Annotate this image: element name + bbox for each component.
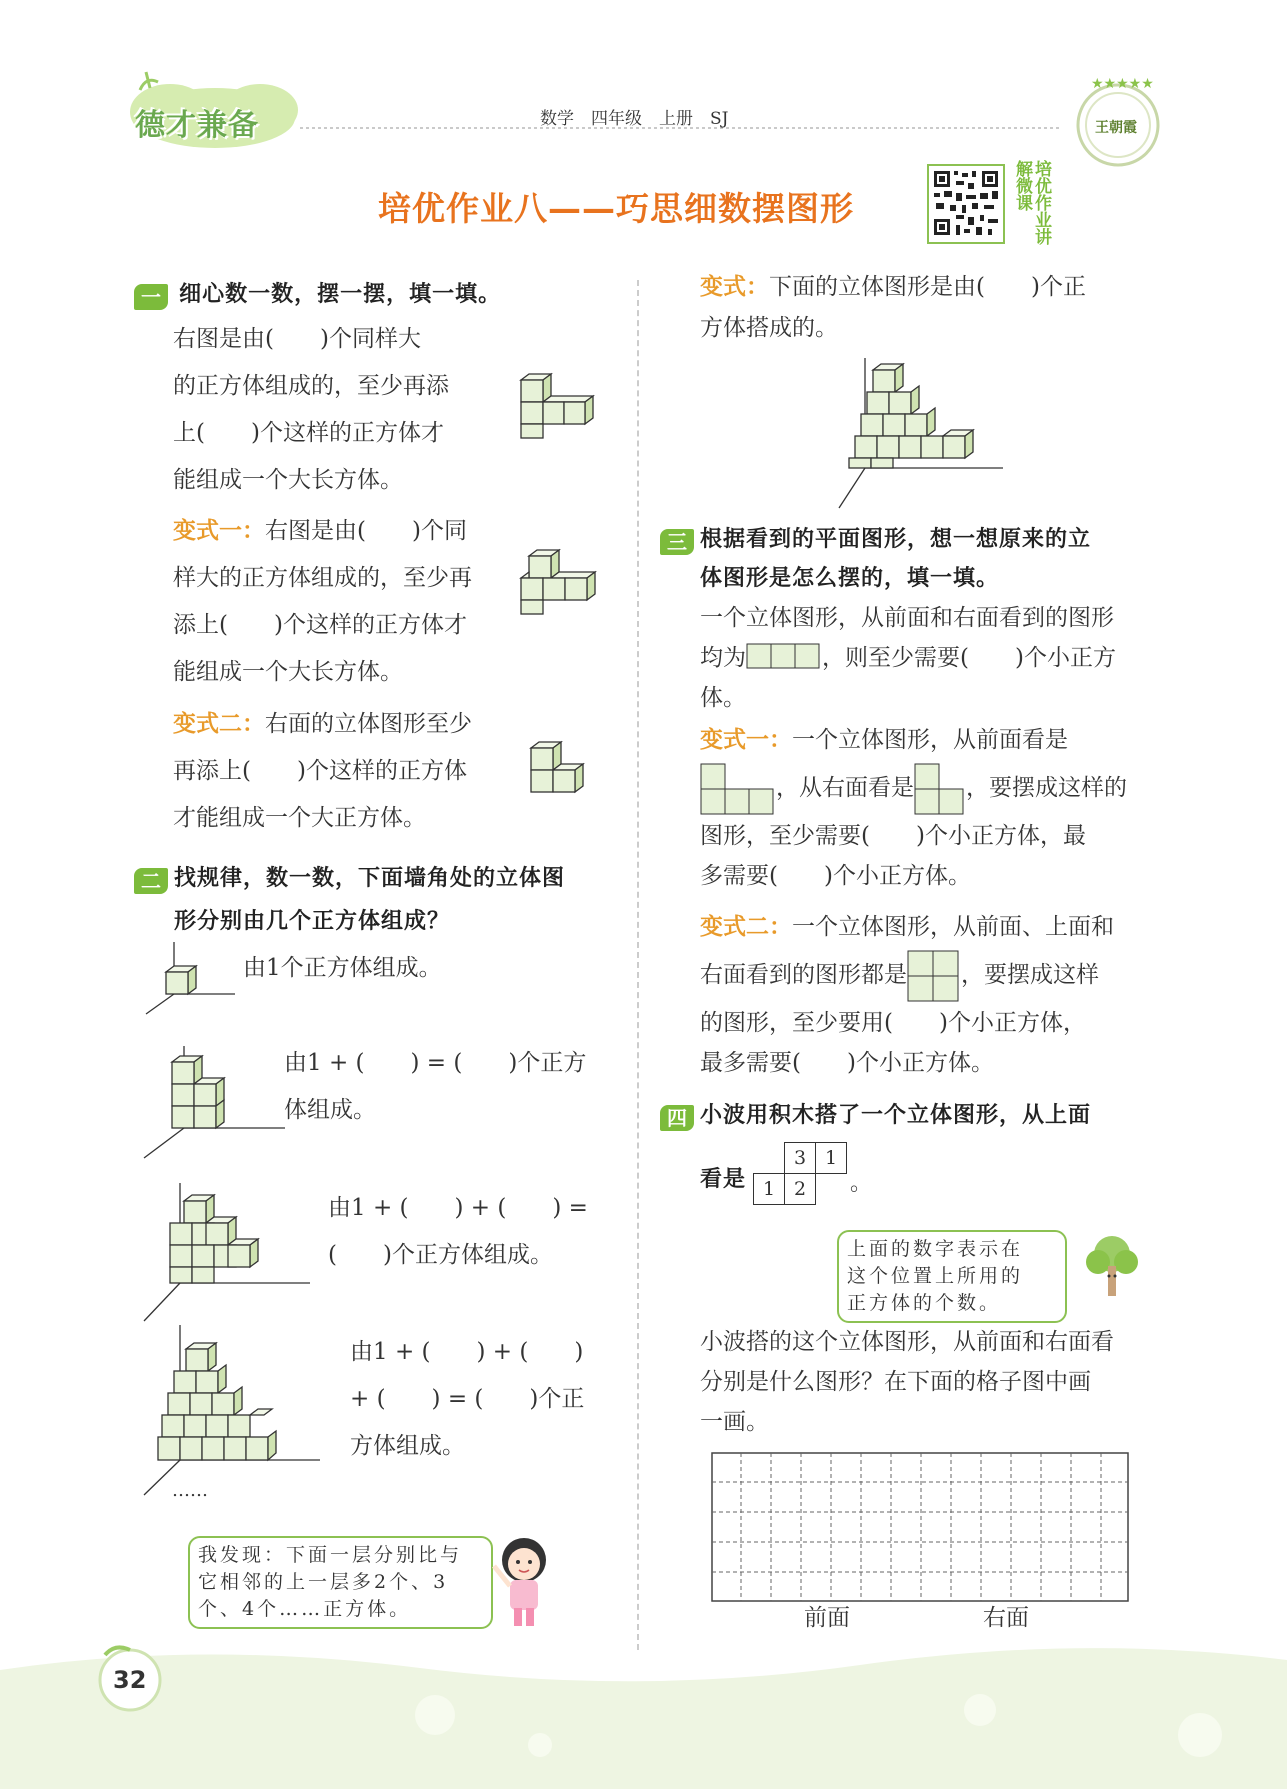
two-by-two-view xyxy=(907,950,961,1002)
staircase-figure xyxy=(835,358,1005,510)
section2-ellipsis: …… xyxy=(172,1480,208,1501)
brand-text: 德才兼备 xyxy=(135,108,259,143)
top-view-cell: 2 xyxy=(784,1173,816,1205)
section4-heading: 四 小波用积木搭了一个立体图形，从上面 xyxy=(660,1098,1150,1135)
svg-text:★★★★★: ★★★★★ xyxy=(1091,76,1154,92)
section1-variant2: 变式二：右面的立体图形至少 再添上( )个这样的正方体 才能组成一个大正方体。 xyxy=(173,711,472,831)
section2-item1: 由1个正方体组成。 xyxy=(243,955,442,981)
footer-wave xyxy=(0,1640,1287,1789)
section2-item2: 由1 + ( ) = ( )个正方 体组成。 xyxy=(284,1050,587,1123)
section2-heading: 二 找规律，数一数，下面墙角处的立体图 形分别由几个正方体组成？ xyxy=(134,855,614,940)
corner-figure-1 xyxy=(140,942,240,1017)
corner-figure-3 xyxy=(140,1183,315,1323)
corner-figure-4 xyxy=(140,1325,325,1497)
header-decoration xyxy=(0,0,1287,170)
section1-heading: 一 细心数一数，摆一摆，填一填。 xyxy=(134,277,501,310)
section2-item4: 由1 + ( ) + ( ) + ( ) = ( )个正 方体组成。 xyxy=(350,1339,585,1459)
column-divider xyxy=(637,280,639,1650)
drawing-grid[interactable] xyxy=(711,1452,1131,1602)
right-variant: 变式：下面的立体图形是由( )个正 方体搭成的。 xyxy=(700,274,1086,341)
three-square-view xyxy=(746,643,822,669)
cube-figure-2 xyxy=(515,548,610,618)
tree-illustration xyxy=(1080,1232,1142,1304)
section3-variant1: 变式一：一个立体图形，从前面看是 ，从右面看是 ，要摆成这样的 图形，至少需要( )个小正方体，最 多需要( )个小正方体。 xyxy=(700,727,1127,889)
right-view-l-shape xyxy=(914,763,966,815)
section1-q1: 右图是由( )个同样大 的正方体组成的，至少再添 上( )个这样的正方体才 能组成一个大长方体。 xyxy=(173,326,449,493)
top-view-cell: 1 xyxy=(815,1142,847,1174)
logo-text: 王朝霞 xyxy=(1095,120,1137,136)
section3-variant2: 变式二：一个立体图形，从前面、上面和 右面看到的图形都是 ，要摆成这样 的图形，至少要用( )个小正方体， 最多需要( )个小正方体。 xyxy=(700,914,1114,1076)
front-view-l-shape xyxy=(700,763,776,815)
hint-bubble: 上面的数字表示在 这个位置上所用的 正方体的个数。 xyxy=(837,1230,1067,1323)
section3-question: 一个立体图形，从前面和右面看到的图形 均为 ，则至少需要( )个小正方 体。 xyxy=(700,605,1116,711)
top-view-grid xyxy=(752,1142,852,1212)
qr-code-icon[interactable] xyxy=(926,163,1006,245)
top-view-cell: 3 xyxy=(784,1142,816,1174)
discovery-bubble: 我发现：下面一层分别比与 它相邻的上一层多2个、3 个、4个……正方体。 xyxy=(188,1536,493,1629)
top-view-cell: 1 xyxy=(753,1173,785,1205)
section1-variant1: 变式一：右图是由( )个同 样大的正方体组成的，至少再 添上( )个这样的正方体才 能组成一个大长方体。 xyxy=(173,518,472,685)
section3-heading: 三 根据看到的平面图形，想一想原来的立 体图形是怎么摆的，填一填。 xyxy=(660,520,1150,597)
page-number: 32 xyxy=(113,1666,147,1694)
section1-badge: 一 xyxy=(134,284,168,310)
section3-badge: 三 xyxy=(660,529,694,555)
grid-label-front: 前面 xyxy=(804,1605,850,1631)
subject-line: 数学 四年级 上册 SJ xyxy=(540,109,729,129)
qr-caption: 培优作业讲解微课 xyxy=(1012,160,1051,245)
section4-badge: 四 xyxy=(660,1105,694,1131)
page-title: 培优作业八——巧思细数摆图形 xyxy=(378,189,854,228)
cube-figure-1 xyxy=(515,372,610,442)
section4-question: 小波搭的这个立体图形，从前面和右面看 分别是什么图形？在下面的格子图中画 一画。 xyxy=(700,1329,1114,1435)
section2-badge: 二 xyxy=(134,868,168,894)
section2-item3: 由1 + ( ) + ( ) = ( )个正方体组成。 xyxy=(328,1195,588,1268)
cube-figure-3 xyxy=(525,740,605,800)
grid-label-right: 右面 xyxy=(983,1605,1029,1631)
girl-illustration xyxy=(470,1532,562,1630)
corner-figure-2 xyxy=(140,1046,290,1161)
